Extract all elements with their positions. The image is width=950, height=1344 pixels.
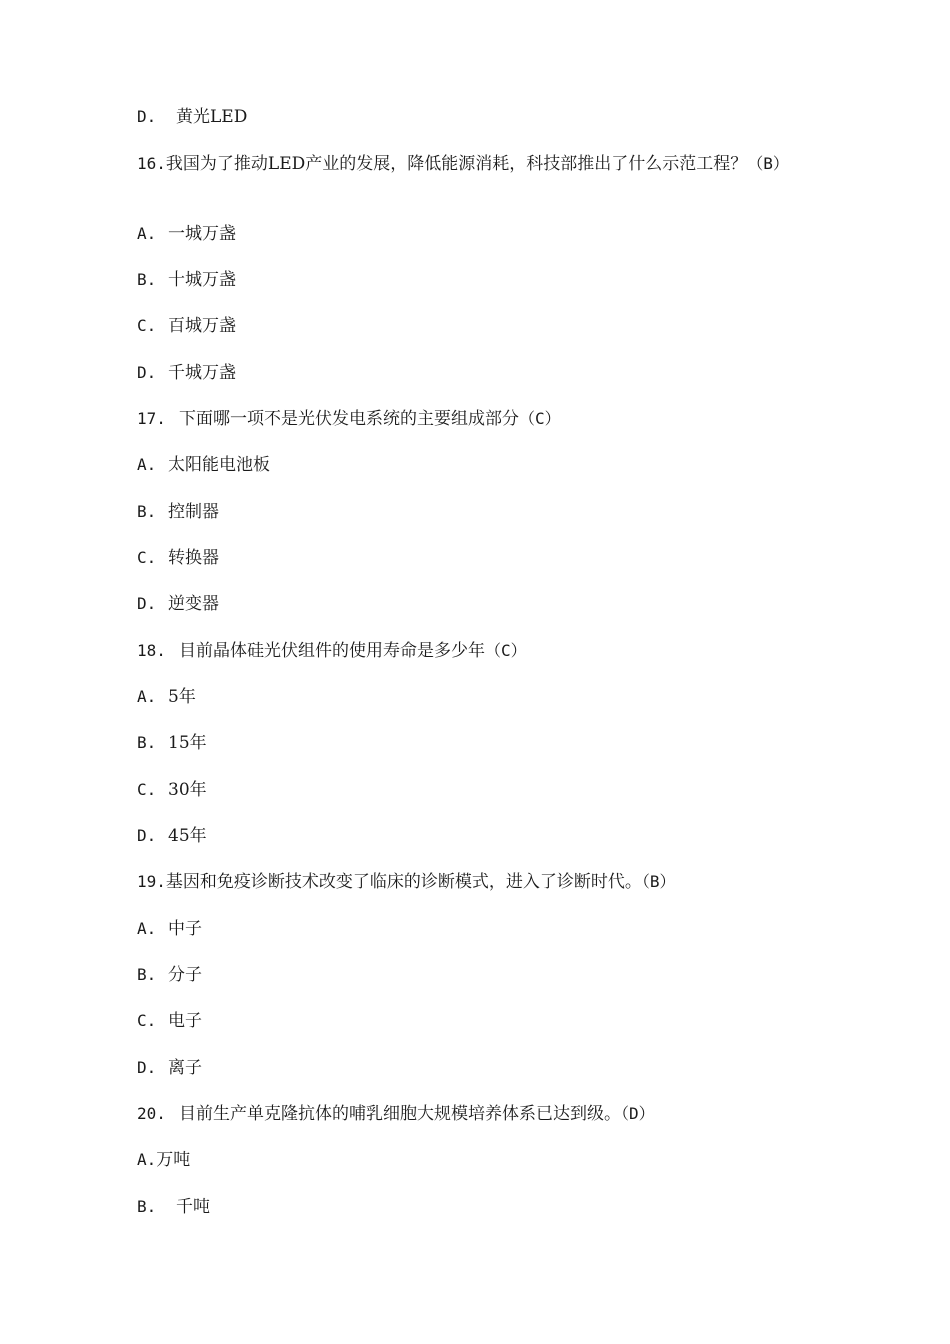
- option-text: 太阳能电池板: [168, 455, 270, 475]
- option-letter: D.: [137, 107, 157, 126]
- question-text: 目前生产单克隆抗体的哺乳细胞大规模培养体系已达到级。: [179, 1104, 621, 1124]
- option-line: [137, 500, 219, 524]
- option-letter: B.: [137, 270, 157, 289]
- option-text: 15年: [168, 733, 207, 753]
- question-answer: （B）: [641, 872, 676, 891]
- question-number: 18.: [137, 641, 166, 660]
- option-text: 百城万盏: [168, 316, 236, 336]
- option-letter: D.: [137, 363, 157, 382]
- question-number: 16.: [137, 154, 166, 173]
- question-answer: （C）: [519, 409, 561, 428]
- option-text: 逆变器: [168, 594, 219, 614]
- question-text: 目前晶体硅光伏组件的使用寿命是多少年: [179, 641, 485, 661]
- question-text: 我国为了推动LED产业的发展，降低能源消耗，科技部推出了什么示范工程？: [165, 154, 748, 174]
- question-text: 基因和免疫诊断技术改变了临床的诊断模式，进入了诊断时代。: [165, 872, 642, 892]
- option-letter: B.: [137, 502, 157, 521]
- option-letter: B.: [137, 1197, 157, 1216]
- option-text: 千城万盏: [168, 363, 236, 383]
- option-letter: C.: [137, 316, 157, 335]
- question-line: [137, 1102, 655, 1126]
- question-number: 20.: [137, 1104, 166, 1123]
- question-answer: （B）: [747, 154, 789, 173]
- option-text: 千吨: [176, 1197, 210, 1217]
- option-letter: B.: [137, 965, 157, 984]
- question-line: [137, 639, 527, 663]
- option-text: 中子: [168, 919, 202, 939]
- option-letter: A.: [137, 1150, 157, 1169]
- option-text: 控制器: [168, 502, 219, 522]
- option-line: [137, 105, 247, 129]
- option-text: 45年: [168, 826, 207, 846]
- option-line: [137, 592, 219, 616]
- option-line: [137, 361, 236, 385]
- option-letter: B.: [137, 733, 157, 752]
- option-text: 离子: [168, 1058, 202, 1078]
- option-line: [137, 1195, 210, 1219]
- question-answer: （D）: [621, 1104, 655, 1123]
- question-line: [137, 152, 827, 176]
- option-letter: A.: [137, 687, 157, 706]
- option-letter: C.: [137, 1011, 157, 1030]
- option-letter: A.: [137, 455, 157, 474]
- question-number: 19.: [137, 872, 166, 891]
- option-text: 十城万盏: [168, 270, 236, 290]
- option-letter: C.: [137, 780, 157, 799]
- question-line: [137, 407, 561, 431]
- option-line: [137, 778, 207, 802]
- option-line: [137, 685, 196, 709]
- option-line: [137, 222, 236, 246]
- question-line: [137, 870, 676, 894]
- question-number: 17.: [137, 409, 166, 428]
- option-text: 万吨: [156, 1150, 191, 1170]
- option-text: 电子: [168, 1011, 202, 1031]
- option-line: [137, 546, 219, 570]
- question-text: 下面哪一项不是光伏发电系统的主要组成部分: [179, 409, 519, 429]
- option-line: [137, 314, 236, 338]
- option-letter: A.: [137, 224, 157, 243]
- option-line: [137, 1056, 202, 1080]
- option-line: [137, 917, 202, 941]
- option-text: 转换器: [168, 548, 219, 568]
- option-text: 分子: [168, 965, 202, 985]
- option-line: [137, 1009, 202, 1033]
- option-line: [137, 1148, 190, 1172]
- option-line: [137, 824, 207, 848]
- option-letter: D.: [137, 594, 157, 613]
- option-line: [137, 268, 236, 292]
- option-line: [137, 963, 202, 987]
- option-text: 黄光LED: [176, 107, 248, 127]
- option-letter: C.: [137, 548, 157, 567]
- option-text: 一城万盏: [168, 224, 236, 244]
- option-text: 5年: [168, 687, 196, 707]
- option-letter: A.: [137, 919, 157, 938]
- option-text: 30年: [168, 780, 207, 800]
- option-line: [137, 453, 270, 477]
- option-letter: D.: [137, 1058, 157, 1077]
- option-line: [137, 731, 207, 755]
- question-answer: （C）: [485, 641, 527, 660]
- option-letter: D.: [137, 826, 157, 845]
